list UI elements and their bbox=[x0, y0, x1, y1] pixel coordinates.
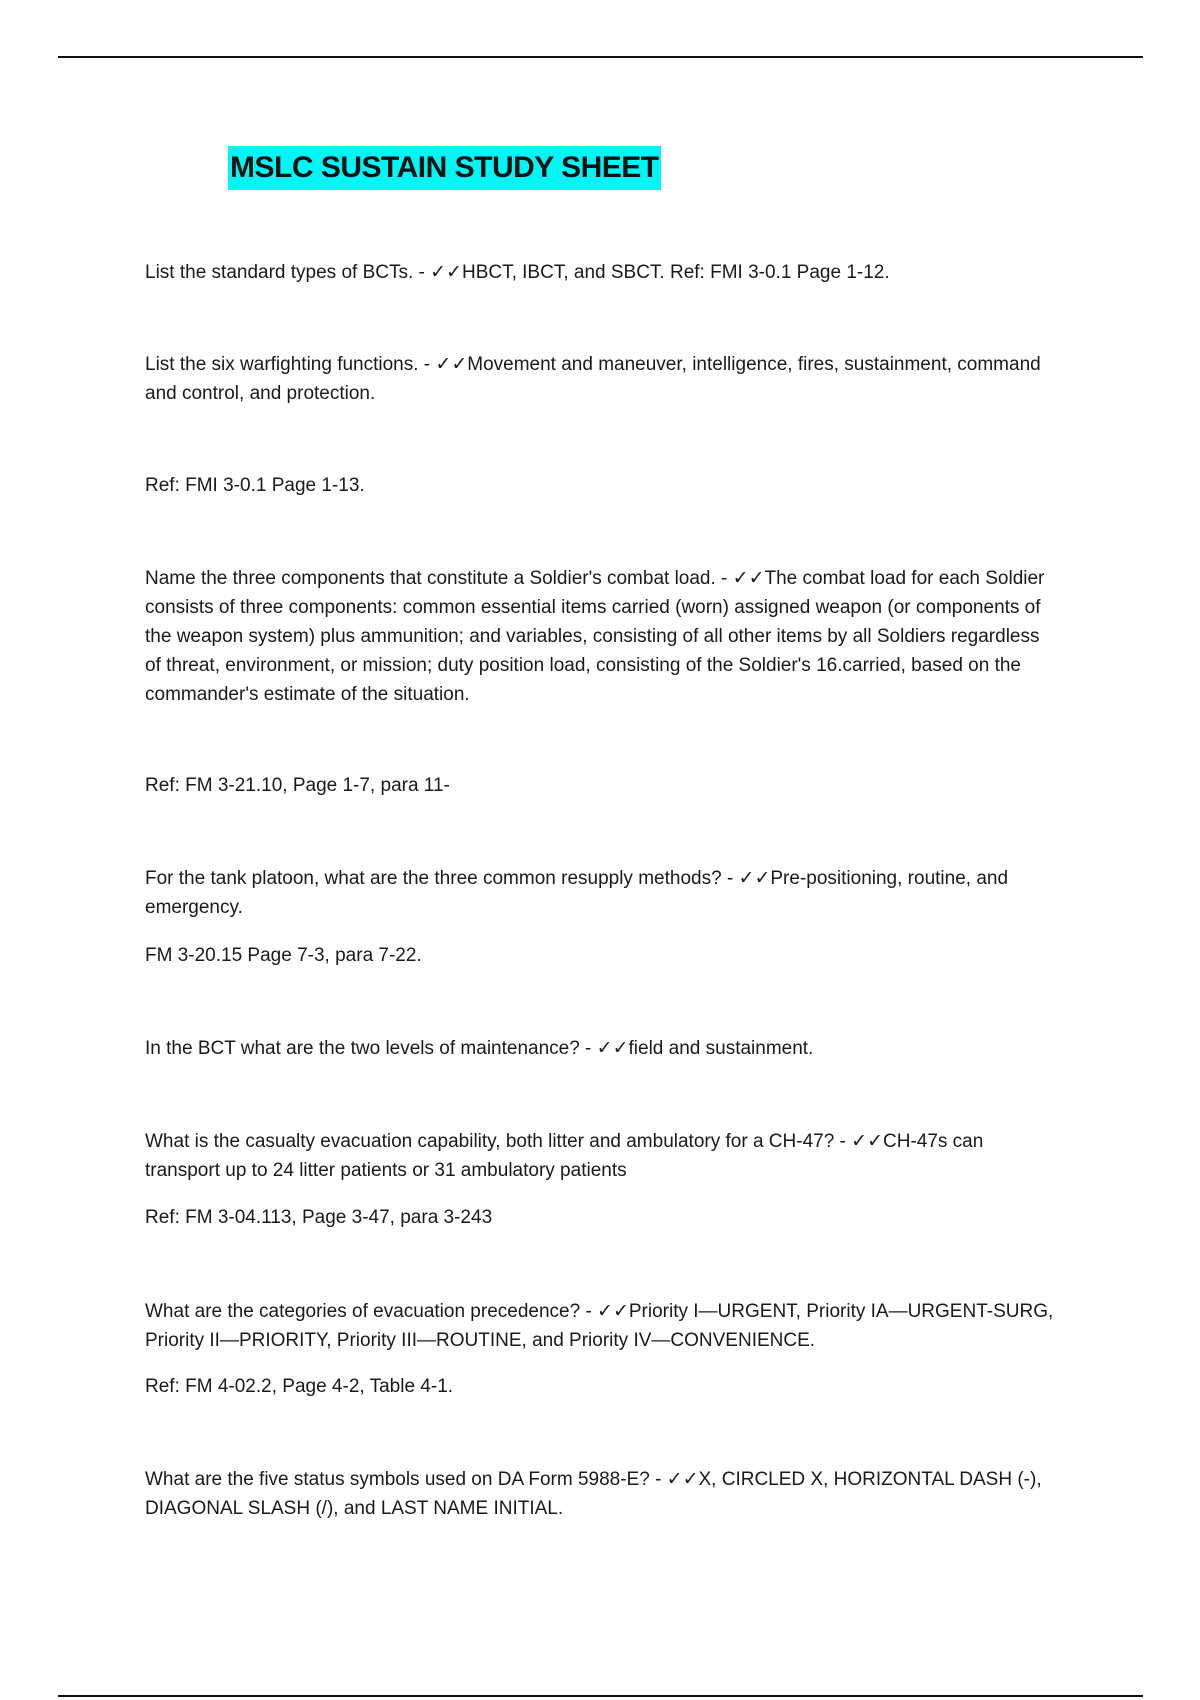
bottom-rule bbox=[58, 1695, 1143, 1697]
paragraph-combat-load: Name the three components that constitute a Soldier's combat load. - ✓✓The combat load for each Soldier consists of three components: common essential items carried (worn) assigned weapon (or components of the weapon system) plus ammunition; and variables, consisting of all other items by all Soldiers regardless of threat, environment, or mission; duty position load, consisting of the Soldier's 16.carried, based on the commander's estimate of the situation. bbox=[145, 568, 1045, 705]
paragraph-ref-fm-3-04: Ref: FM 3-04.113, Page 3-47, para 3-243 bbox=[145, 1207, 493, 1228]
paragraph-casevac-ch47: What is the casualty evacuation capability, both litter and ambulatory for a CH-47? - ✓✓CH-47s can transport up to 24 litter patients or 31 ambulatory patients bbox=[145, 1131, 984, 1181]
paragraph-ref-fm-4-02: Ref: FM 4-02.2, Page 4-2, Table 4-1. bbox=[145, 1376, 454, 1397]
paragraph-status-symbols: What are the five status symbols used on DA Form 5988-E? - ✓✓X, CIRCLED X, HORIZONTAL DASH (-), DIAGONAL SLASH (/), and LAST NAME INITIAL. bbox=[145, 1469, 1042, 1519]
top-rule bbox=[58, 56, 1143, 58]
paragraph-warfighting-functions: List the six warfighting functions. - ✓✓Movement and maneuver, intelligence, fires, sustainment, command and control, and protection. bbox=[145, 354, 1041, 404]
paragraph-resupply-methods: For the tank platoon, what are the three common resupply methods? - ✓✓Pre-positioning, routine, and emergency. bbox=[145, 868, 1009, 918]
paragraph-maintenance-levels: In the BCT what are the two levels of maintenance? - ✓✓field and sustainment. bbox=[145, 1038, 814, 1059]
page-title: MSLC SUSTAIN STUDY SHEET bbox=[228, 146, 661, 190]
paragraph-ref-fm-3-20: FM 3-20.15 Page 7-3, para 7-22. bbox=[145, 945, 422, 966]
paragraph-ref-fmi-1-13: Ref: FMI 3-0.1 Page 1-13. bbox=[145, 475, 365, 496]
paragraph-ref-fm-3-21: Ref: FM 3-21.10, Page 1-7, para 11- bbox=[145, 775, 450, 796]
paragraph-bct-types: List the standard types of BCTs. - ✓✓HBCT, IBCT, and SBCT. Ref: FMI 3-0.1 Page 1-12. bbox=[145, 262, 890, 283]
paragraph-evacuation-precedence: What are the categories of evacuation precedence? - ✓✓Priority I—URGENT, Priority IA—URGENT-SURG, Priority II—PRIORITY, Priority III—ROUTINE, and Priority IV—CONVENIENCE. bbox=[145, 1301, 1054, 1351]
